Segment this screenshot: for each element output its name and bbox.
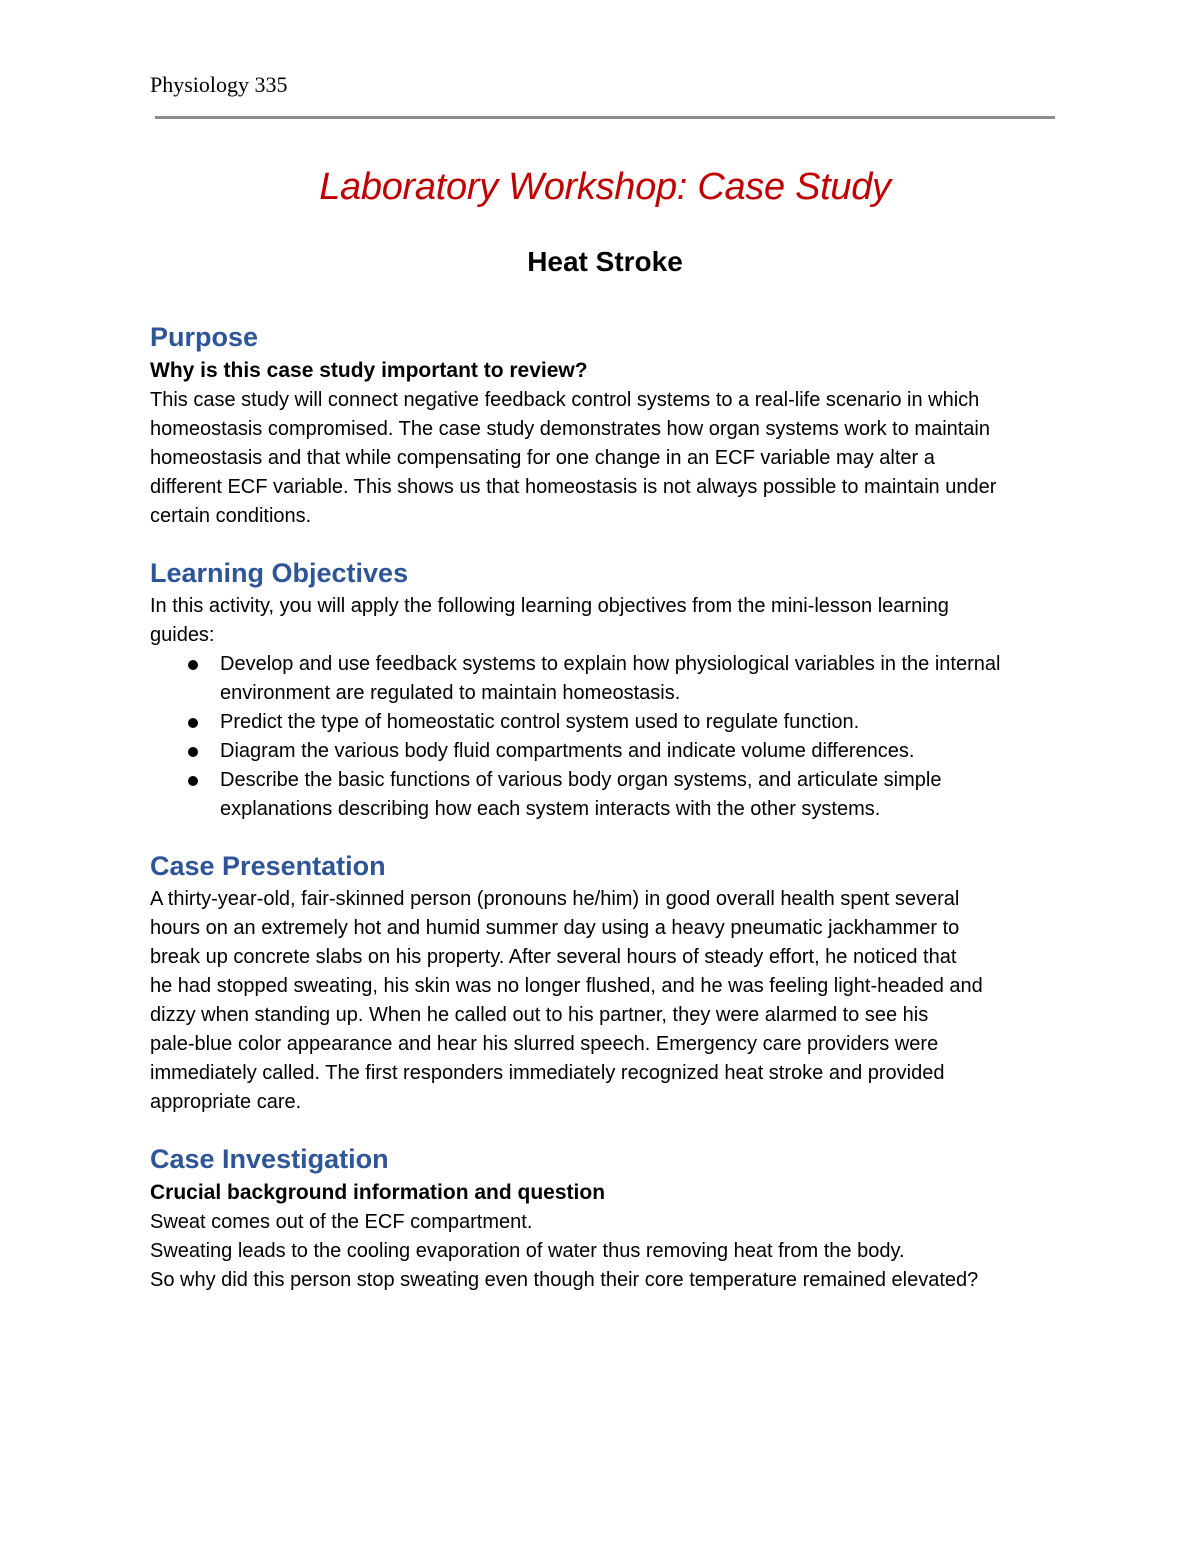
bullet-icon xyxy=(188,718,198,728)
case-line: dizzy when standing up. When he called out to his partner, they were alarmed to see his xyxy=(150,1004,929,1026)
learning-objectives-list xyxy=(150,650,1065,824)
bullet-icon xyxy=(188,747,198,757)
case-investigation-subheading: Crucial background information and question xyxy=(150,1181,606,1204)
purpose-paragraph xyxy=(150,386,1065,531)
objective-line: Diagram the various body fluid compartments and indicate volume differences. xyxy=(220,740,915,762)
objective-line: environment are regulated to maintain homeostasis. xyxy=(220,682,681,704)
intro-line: guides: xyxy=(150,624,215,646)
section-case-presentation xyxy=(150,847,1065,1117)
learning-objectives-intro xyxy=(150,592,1065,650)
objective-line: Describe the basic functions of various body organ systems, and articulate simple xyxy=(220,769,942,791)
case-investigation-paragraph xyxy=(150,1208,1065,1295)
document-body xyxy=(150,318,1065,1318)
bullet-icon xyxy=(188,776,198,786)
case-line: he had stopped sweating, his skin was no longer flushed, and he was feeling light-headed and xyxy=(150,975,983,997)
intro-line: In this activity, you will apply the following learning objectives from the mini-lesson learning xyxy=(150,595,949,617)
list-item xyxy=(150,737,1065,766)
case-investigation-heading: Case Investigation xyxy=(150,1144,389,1174)
investigation-line: So why did this person stop sweating even though their core temperature remained elevated? xyxy=(150,1269,979,1291)
objective-line: Predict the type of homeostatic control system used to regulate function. xyxy=(220,711,860,733)
case-line: break up concrete slabs on his property. After several hours of steady effort, he noticed that xyxy=(150,946,957,968)
purpose-line: different ECF variable. This shows us that homeostasis is not always possible to maintain under xyxy=(150,476,997,498)
purpose-heading: Purpose xyxy=(150,322,259,352)
purpose-line: homeostasis compromised. The case study demonstrates how organ systems work to maintain xyxy=(150,418,990,440)
purpose-line: homeostasis and that while compensating for one change in an ECF variable may alter a xyxy=(150,447,935,469)
investigation-line: Sweating leads to the cooling evaporation of water thus removing heat from the body. xyxy=(150,1240,905,1262)
section-case-investigation xyxy=(150,1140,1065,1295)
list-item xyxy=(150,708,1065,737)
document-subtitle: Heat Stroke xyxy=(527,246,683,277)
case-line: A thirty-year-old, fair-skinned person (pronouns he/him) in good overall health spent several xyxy=(150,888,960,910)
bullet-icon xyxy=(188,660,198,670)
objective-line: explanations describing how each system interacts with the other systems. xyxy=(220,798,881,820)
section-learning-objectives xyxy=(150,554,1065,824)
objective-line: Develop and use feedback systems to explain how physiological variables in the internal xyxy=(220,653,1001,675)
purpose-line: This case study will connect negative feedback control systems to a real-life scenario in which xyxy=(150,389,980,411)
page-header-course: Physiology 335 xyxy=(150,72,288,97)
purpose-question: Why is this case study important to review? xyxy=(150,359,588,382)
section-purpose xyxy=(150,318,1065,531)
investigation-line: Sweat comes out of the ECF compartment. xyxy=(150,1211,533,1233)
list-item xyxy=(150,650,1065,708)
case-line: pale-blue color appearance and hear his slurred speech. Emergency care providers were xyxy=(150,1033,939,1055)
case-line: appropriate care. xyxy=(150,1091,302,1113)
list-item xyxy=(150,766,1065,824)
purpose-line: certain conditions. xyxy=(150,505,312,527)
learning-objectives-heading: Learning Objectives xyxy=(150,558,409,588)
case-line: immediately called. The first responders immediately recognized heat stroke and provided xyxy=(150,1062,945,1084)
case-presentation-heading: Case Presentation xyxy=(150,851,386,881)
header-divider xyxy=(155,116,1055,119)
case-line: hours on an extremely hot and humid summer day using a heavy pneumatic jackhammer to xyxy=(150,917,960,939)
document-title: Laboratory Workshop: Case Study xyxy=(319,166,891,208)
case-presentation-paragraph xyxy=(150,885,1065,1117)
